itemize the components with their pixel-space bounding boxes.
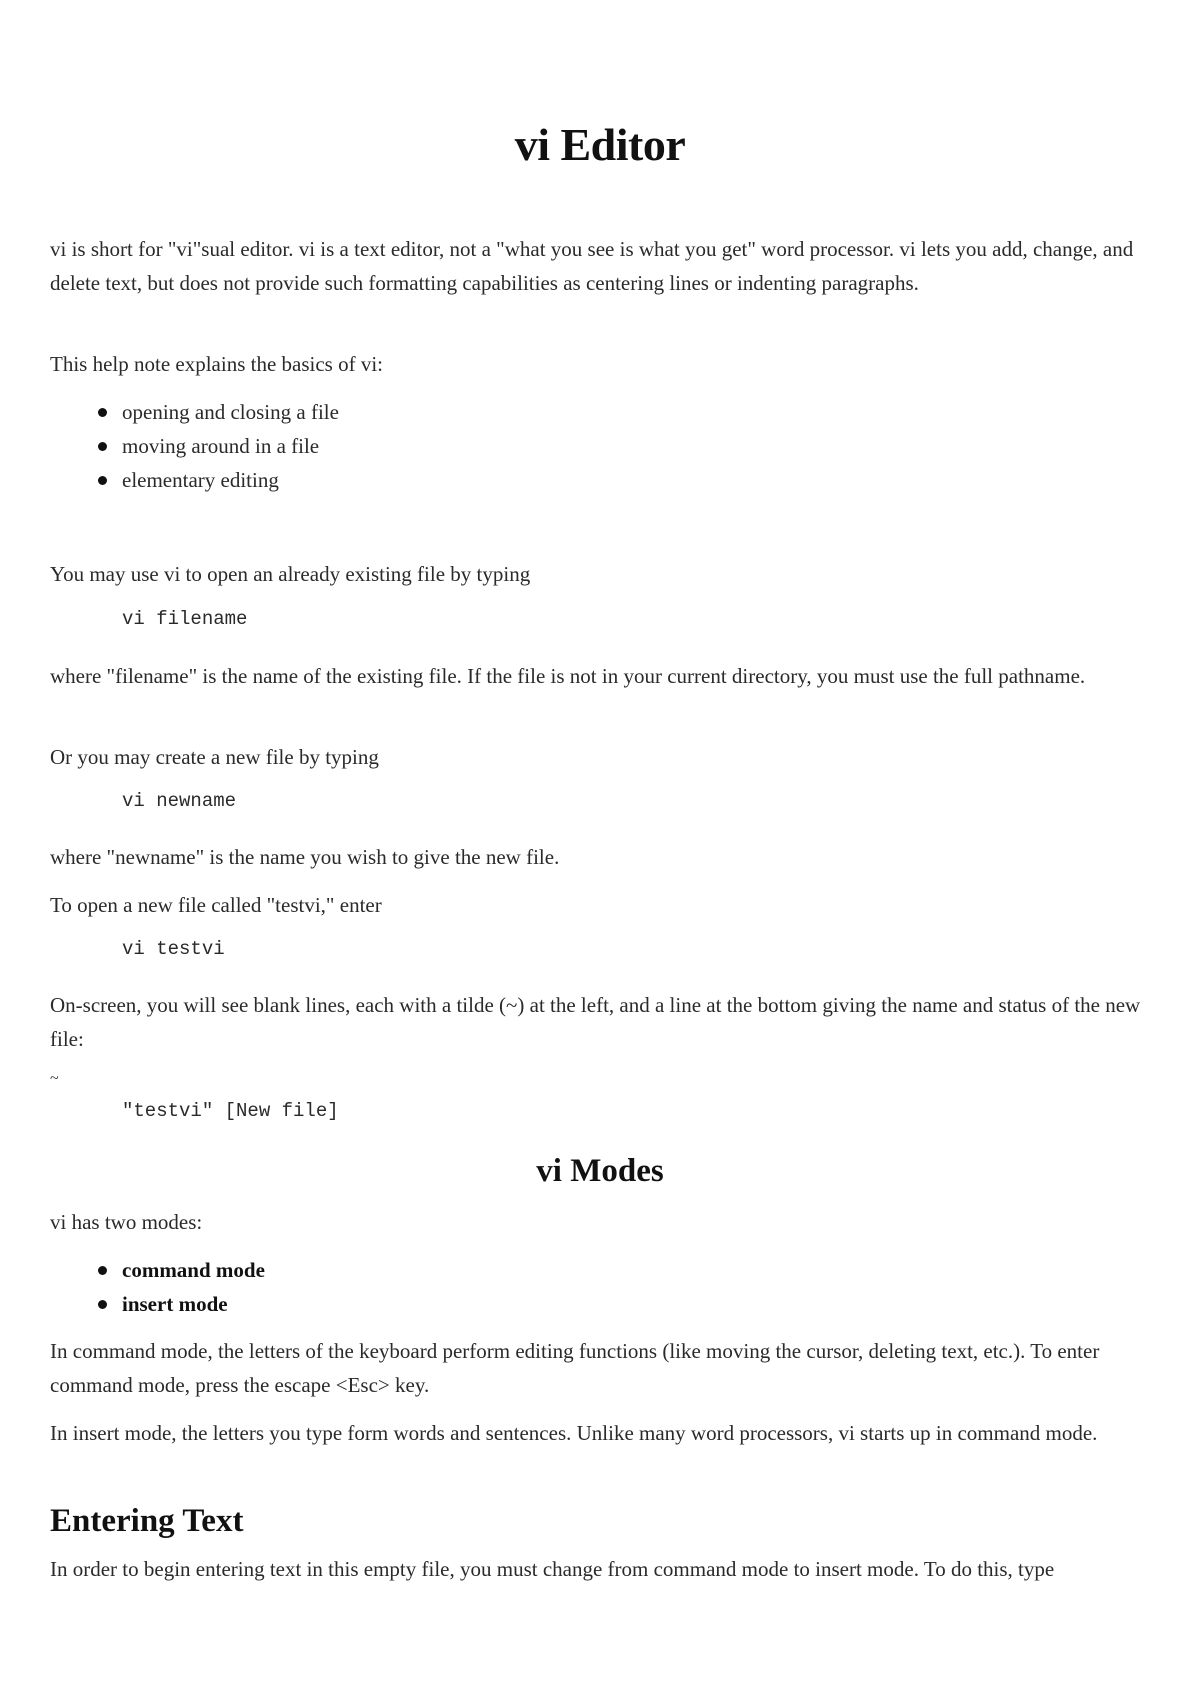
filename-note: where "filename" is the name of the existing file. If the file is not in your current directory, you must use the full pathname. (50, 664, 1086, 688)
section-heading-entering-text: Entering Text (50, 1503, 244, 1539)
list-item: moving around in a file (122, 429, 319, 463)
newname-note: where "newname" is the name you wish to give the new file. (50, 845, 560, 869)
mode-name: command mode (122, 1258, 265, 1282)
code-block: vi testvi (122, 938, 225, 960)
section-heading-modes: vi Modes (536, 1153, 664, 1189)
entering-text-paragraph: In order to begin entering text in this empty file, you must change from command mode to insert mode. To do this, type (50, 1557, 1055, 1581)
code-block: vi filename (122, 608, 248, 630)
code-block: vi newname (122, 790, 237, 812)
testvi-intro: To open a new file called "testvi," enter (50, 893, 382, 917)
list-item: elementary editing (122, 463, 279, 497)
open-existing-paragraph: You may use vi to open an already existing file by typing (50, 562, 531, 586)
page-title: vi Editor (514, 119, 686, 170)
create-new-paragraph: Or you may create a new file by typing (50, 745, 379, 769)
intro-paragraph: vi is short for "vi"sual editor. vi is a text editor, not a "what you see is what you get" word processor. vi lets you add, change, and delete text, but does not provide such formatting capabilities as centering lines or indenting paragraphs. (50, 237, 1134, 295)
command-mode-paragraph: In command mode, the letters of the keyboard perform editing functions (like moving the cursor, deleting text, etc.). To enter command mode, press the escape <Esc> key. (50, 1339, 1100, 1397)
tilde-line: ~ (50, 1070, 59, 1087)
list-item (122, 1287, 228, 1321)
modes-intro: vi has two modes: (50, 1210, 203, 1234)
mode-name: insert mode (122, 1292, 228, 1316)
help-intro: This help note explains the basics of vi: (50, 352, 384, 376)
onscreen-paragraph: On-screen, you will see blank lines, each with a tilde (~) at the left, and a line at the bottom giving the name and status of the new file: (50, 993, 1141, 1051)
status-line-code: "testvi" [New file] (122, 1100, 339, 1122)
list-item (122, 1253, 265, 1287)
insert-mode-paragraph: In insert mode, the letters you type form words and sentences. Unlike many word processors, vi starts up in command mode. (50, 1421, 1098, 1445)
list-item: opening and closing a file (122, 395, 339, 429)
